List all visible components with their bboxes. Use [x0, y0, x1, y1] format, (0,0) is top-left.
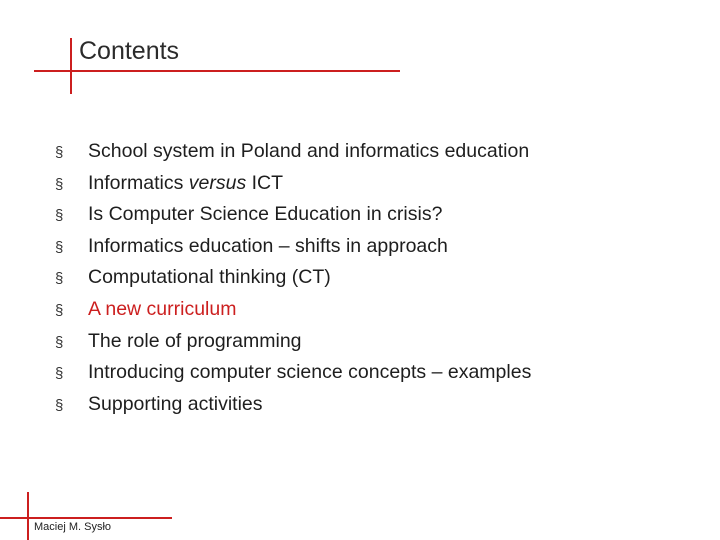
contents-item-text	[88, 136, 529, 168]
author-name: Maciej M. Sysło	[34, 521, 112, 533]
bullet-marker: §	[55, 396, 64, 414]
bullet-marker: §	[55, 144, 64, 161]
bullet-marker: §	[55, 270, 64, 288]
item-text-part: Computational thinking (CT)	[88, 266, 331, 289]
title-vertical-rule	[70, 38, 72, 94]
item-text-part: School system in Poland and informatics education	[88, 140, 530, 162]
contents-item-text	[88, 199, 442, 231]
contents-item-text	[88, 326, 302, 358]
item-text-part: The role of programming	[88, 329, 302, 352]
contents-item	[55, 389, 531, 421]
title-horizontal-rule	[34, 70, 400, 72]
item-text-part: Informatics	[88, 171, 189, 194]
item-text-part: Is Computer Science Education in crisis?	[88, 203, 443, 226]
footer-vertical-rule	[27, 492, 29, 540]
contents-item	[55, 294, 531, 326]
item-text-part: Supporting activities	[88, 392, 263, 415]
contents-item	[55, 326, 531, 358]
bullet-marker: §	[55, 333, 64, 351]
bullet-marker: §	[55, 365, 64, 383]
contents-item-text	[88, 294, 236, 326]
contents-item-text	[88, 357, 531, 389]
emphasis-text: versus	[188, 171, 247, 194]
bullet-marker: §	[55, 175, 64, 193]
contents-item-text	[88, 168, 283, 200]
contents-list	[55, 136, 531, 420]
bullet-marker: §	[55, 301, 64, 319]
contents-item-text	[88, 389, 263, 421]
item-text-part: Informatics education – shifts in approach	[88, 234, 448, 257]
contents-item	[55, 199, 531, 231]
contents-item	[55, 168, 531, 200]
contents-item-text	[88, 262, 331, 294]
slide-title: Contents	[79, 37, 180, 65]
bullet-marker: §	[55, 207, 64, 225]
contents-item	[55, 262, 531, 294]
item-text-part: Introducing computer science concepts – examples	[88, 361, 532, 384]
contents-item	[55, 357, 531, 389]
contents-item	[55, 136, 531, 168]
item-text-part: ICT	[246, 171, 284, 194]
contents-item-text	[88, 231, 448, 263]
item-text-part: A new curriculum	[88, 297, 237, 320]
contents-item	[55, 231, 531, 263]
bullet-marker: §	[55, 238, 64, 256]
footer-horizontal-rule	[0, 517, 172, 519]
